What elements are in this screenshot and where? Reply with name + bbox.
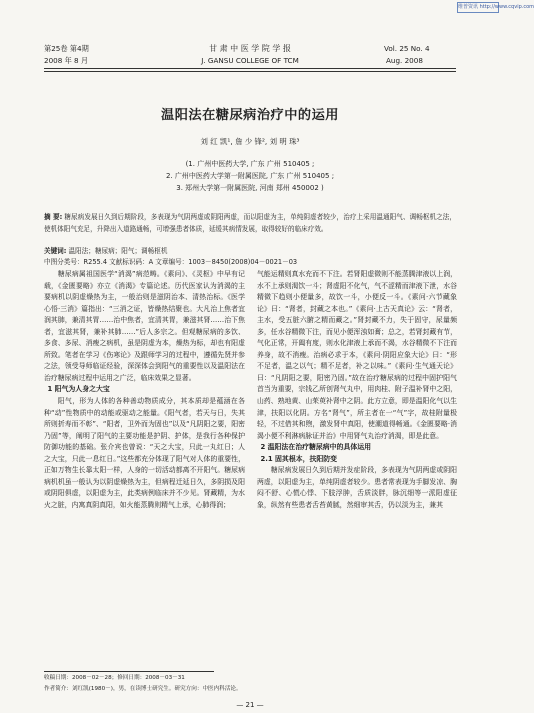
keywords — [44, 246, 456, 257]
abstract-text: 糖尿病发展日久到后期阶段，多表现为气阴两虚或阴阳两虚，而以阳虚为主，单纯阴虚者较少，治疗上采用温通阳气、调畅枢机之法，使机体阳气充足，升降出入道路通畅，可增强患者体质，延缓其病情发展，取得较好的临床疗效。 — [44, 213, 456, 233]
affiliation-3: 3. 郑州大学第一附属医院, 河南 郑州 450002 ) — [176, 184, 324, 192]
paragraph-section-1: 阳气，形为人体的各种善动物质成分，其本质却是蕴涵在各种“动”性物质中的动能或驱动之能量。《阳气者，若天与日，失其所则折寿而不彰”、“阳者，卫外而为固也”以及“凡阴阳之要，阳密乃固”等，阐明了阳气的主要功能是护阴、护体，是我行各种保护防御功能的基础。张介宾也曾说：“天之大宝，只此一丸红日；人之大宝，只此一息红日。”这些都充分体现了阳气对人体的重要性，正如万物生长靠太阳一样，人身的一切活动都离不开阳气。糖尿病病机机虽一般认为以阴虚燥热为主，但病程迁延日久，多阴损及阳或阴阳俱虚，以阳虚为主，此类病例临床并不少见。肾藏精，为水火之脏，内寓真阴真阳，如火能蒸腾则精气上承，心肺得润； — [44, 397, 245, 509]
section-2-heading: 2 温阳法在治疗糖尿病中的具体运用 — [260, 443, 371, 452]
header-rule-top — [44, 68, 456, 69]
header-journal-cn: 甘 肃 中 医 学 院 学 报 — [209, 44, 291, 53]
body-right-column — [257, 269, 457, 511]
classification-line: 中图分类号：R255.4 文献标识码：A 文章编号：1003－8450(2008)04－0021－03 — [44, 258, 298, 266]
header-date-en: Aug. 2008 — [386, 56, 423, 65]
keywords-label: 关键词: — [44, 247, 67, 255]
keywords-text: 温阳法；糖尿病；阳气；调畅枢机 — [68, 247, 168, 255]
abstract — [44, 211, 456, 235]
footnote-received: 收稿日期：2008－02－28；修回日期：2008－03－31 — [44, 675, 185, 681]
affiliation-2: 2. 广州中医药大学第一附属医院, 广东 广州 510405 ; — [165, 172, 335, 180]
page-number: — 21 — — [236, 701, 264, 709]
article-title: 温阳法在糖尿病治疗中的运用 — [161, 108, 339, 123]
paragraph-continued: 气能运精则真水充而不下注。若肾阳虚微则不能蒸腾津液以上润，水不上承则渴饮一斗；肾虚阳不化气，气不涩精而津液下泄，水谷精微下趋则小便量多，故饮一斗，小便反一斗。《素问·六节藏象论》曰：“肾者，封藏之本也。”《素问·上古天真论》云：“肾者，主水，受五脏六腑之精而藏之。”肾封藏不力，失于固守，尿量频多，任水谷精微下注，而见小便浑浊如膏；总之，若肾封藏有节，气化正常，开阖有度，则水化津液上承而不渴，水谷精微不下注而养身，故不消瘦。治病必求于本，《素问·阴阳应象大论》曰：“形不足者，温之以气；精不足者，补之以味。”《素问·生气通天论》曰：“凡阴阳之要，阳密乃固。”故在治疗糖尿病的过程中固护阳气首当为重要，宗钱乙所创肾气丸中，用肉桂、附子温补肾中之阳，山药、熟地黄、山茱萸补肾中之阴。此方立意，即是温阳化气以生津，扶阳以化阴。方名“肾气”，所主者在一“气”字，故桂附量极轻，不过借其和煦，激发肾中真阳，使潮道得畅通。《金匮要略·消渴小便不利淋病脉证并治》中用肾气丸治疗消渴，即是此意。 — [257, 270, 457, 440]
article-authors: 刘 红 凯¹, 詹 少 锋², 刘 明 珠³ — [200, 137, 300, 146]
header-journal-en: J. GANSU COLLEGE OF TCM — [201, 56, 299, 65]
section-1-heading: 1 阳气为人身之大宝 — [47, 385, 110, 394]
paragraph-intro: 糖尿病属祖国医学“消渴”病范畴。《素问》、《灵枢》中早有记载，《金匮要略》亦立《消渴》专篇论述。历代医家认为消渴的主要病机以阴虚燥热为主，一般治则是滋阴治本、清热治标。《医学心悟·三消》篇指出：“三消之证，皆燥热结聚也。大凡治上焦者宜润其肺，兼清其胃……治中焦者，宜清其胃，兼滋其肾……治下焦者，宜滋其肾，兼补其肺……”后人多宗之。但观糖尿病的多饮、多食、多尿、消瘦之病机，虽是阴虚为本，燥热为标，却也有阳虚所致。笔者在学习《伤寒论》及跟师学习的过程中，遵循先贤并参之法，领受导师临证经验，深深体会到阳气的重要性以及温阳法在治疗糖尿病过程中运用之广泛，临床效果之显著。 — [44, 270, 245, 382]
footnote-author: 作者简介：刘红凯(1980－)，男，在读博士研究生。研究方向：中医内科活论。 — [44, 686, 242, 692]
abstract-label: 摘 要: — [44, 213, 63, 221]
header-volume: 第25卷 第4期 — [44, 44, 89, 53]
header-date: 2008 年 8 月 — [44, 56, 89, 65]
subsection-2-1-heading: 2.1 固其根本，扶阳防变 — [260, 454, 338, 463]
header-rule-bottom — [44, 71, 456, 72]
header-vol-en: Vol. 25 No. 4 — [384, 44, 430, 53]
affiliation-1: (1. 广州中医药大学, 广东 广州 510405 ; — [185, 160, 315, 168]
paragraph-section-2-1: 糖尿病发展日久到后期并发症阶段，多表现为气阴两虚或阴阳两虚，以阳虚为主，单纯阴虚者较少。患者常表现为手脚发凉、胸闷不舒、心慌心悸、下肢浮肿，舌质淡胖，脉沉细等一派阳虚征象，纵然有些患者舌苔黄腻，然细审其舌，仍以淡为主，兼其 — [257, 466, 457, 509]
footnote-rule — [44, 671, 214, 672]
watermark-stamp[interactable]: 维普资讯 http://www.cqvip.com — [457, 2, 499, 13]
body-left-column — [44, 269, 245, 511]
